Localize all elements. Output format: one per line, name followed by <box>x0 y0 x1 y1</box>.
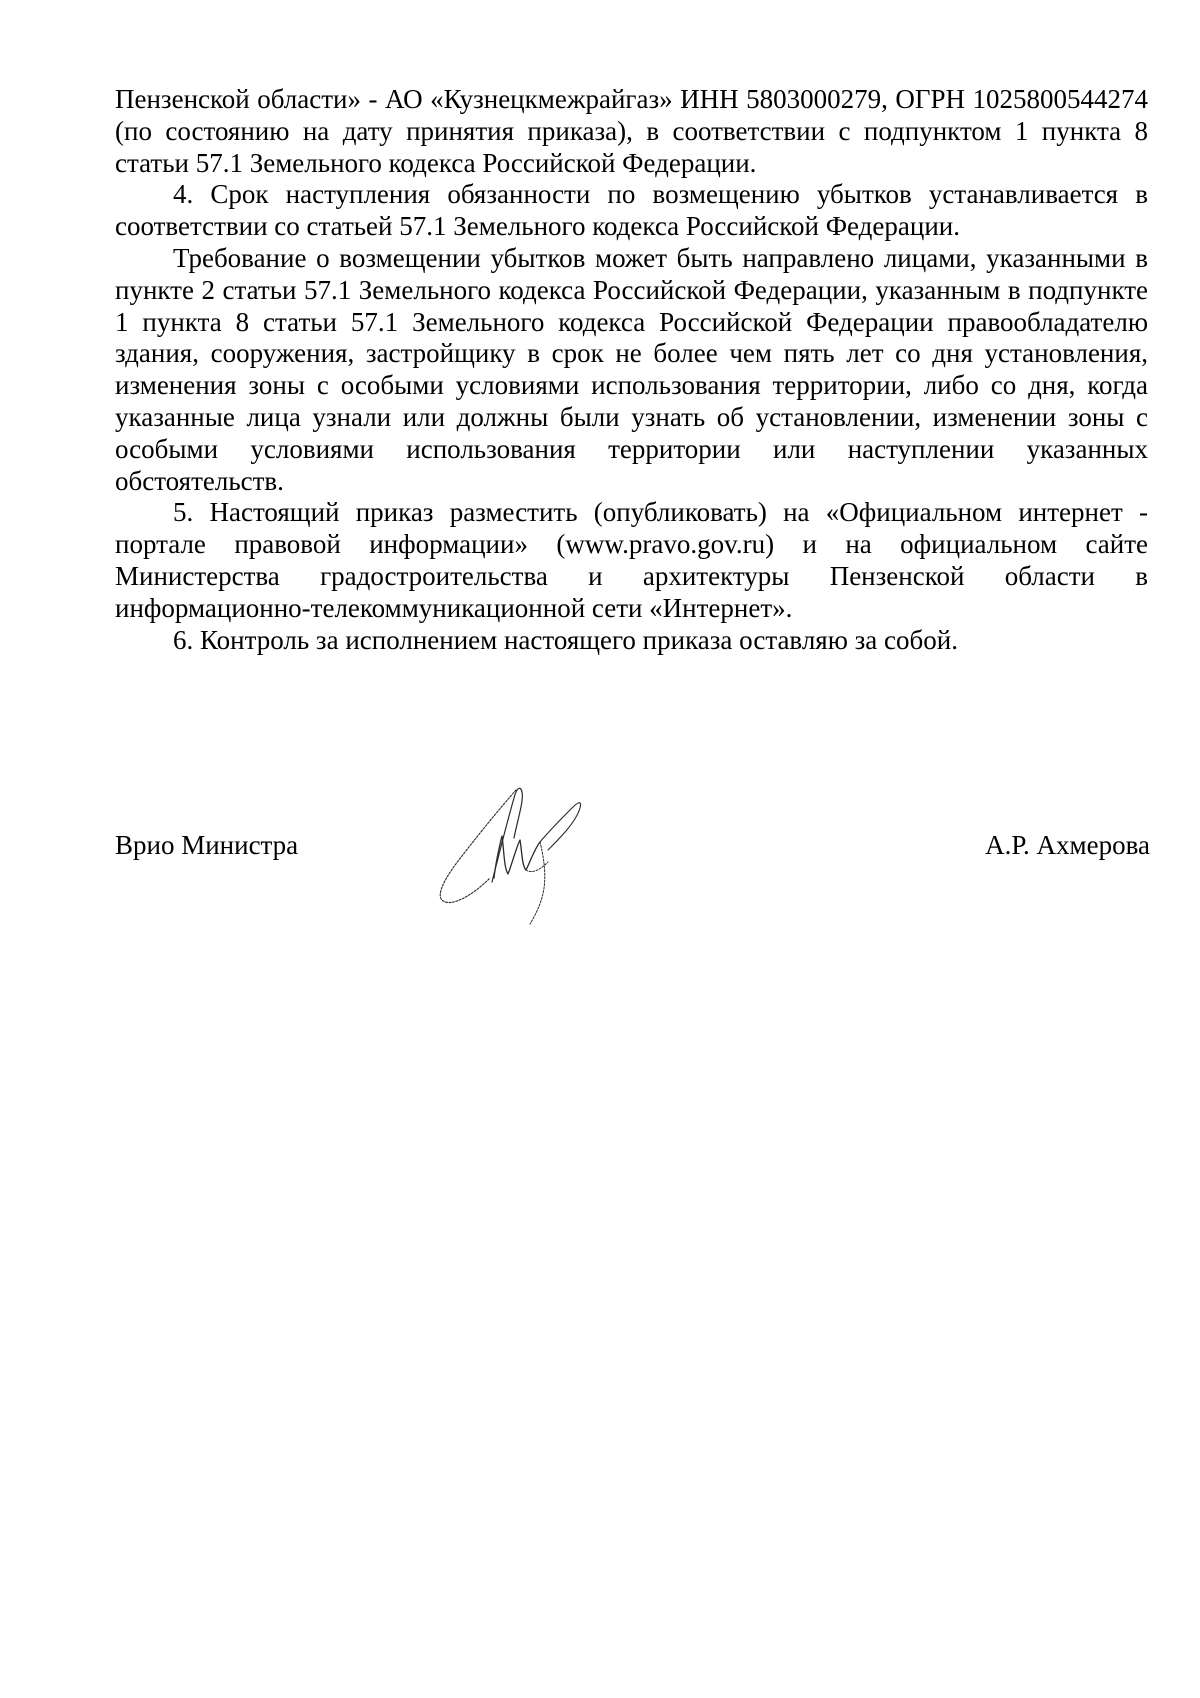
paragraph-continuation: Пензенской области» - АО «Кузнецкмежрайгаз» ИНН 5803000279, ОГРН 1025800544274 (по состоянию на дату принятия приказа), в соответствии с подпунктом 1 пункта 8 статьи 57.1 Земельного кодекса Российской Федерации. <box>115 84 1148 178</box>
paragraph-item-4: 4. Срок наступления обязанности по возмещению убытков устанавливается в соответствии со статьей 57.1 Земельного кодекса Российской Федерации. <box>115 179 1148 242</box>
signer-name: А.Р. Ахмерова <box>985 830 1150 860</box>
document-body <box>115 84 1148 656</box>
paragraph-item-5: 5. Настоящий приказ разместить (опубликовать) на «Официальном интернет - портале правовой информации» (www.pravo.gov.ru) и на официальном сайте Министерства градостроительства и архитектуры Пензенской области в информационно-телекоммуникационной сети «Интернет». <box>115 497 1148 623</box>
paragraph-item-6: 6. Контроль за исполнением настоящего приказа оставляю за собой. <box>173 624 958 655</box>
handwritten-signature-icon <box>432 778 612 928</box>
signer-position-title: Врио Министра <box>115 830 299 860</box>
paragraph-damages-claim: Требование о возмещении убытков может быть направлено лицами, указанными в пункте 2 статьи 57.1 Земельного кодекса Российской Федерации, указанным в подпункте 1 пункта 8 статьи 57.1 Земельного кодекса Российской Федерации правообладателю здания, сооружения, застройщику в срок не более чем пять лет со дня установления, изменения зоны с особыми условиями использования территории, либо со дня, когда указанные лица узнали или должны были узнать об установлении, изменении зоны с особыми условиями использования территории или наступлении указанных обстоятельств. <box>115 242 1148 496</box>
